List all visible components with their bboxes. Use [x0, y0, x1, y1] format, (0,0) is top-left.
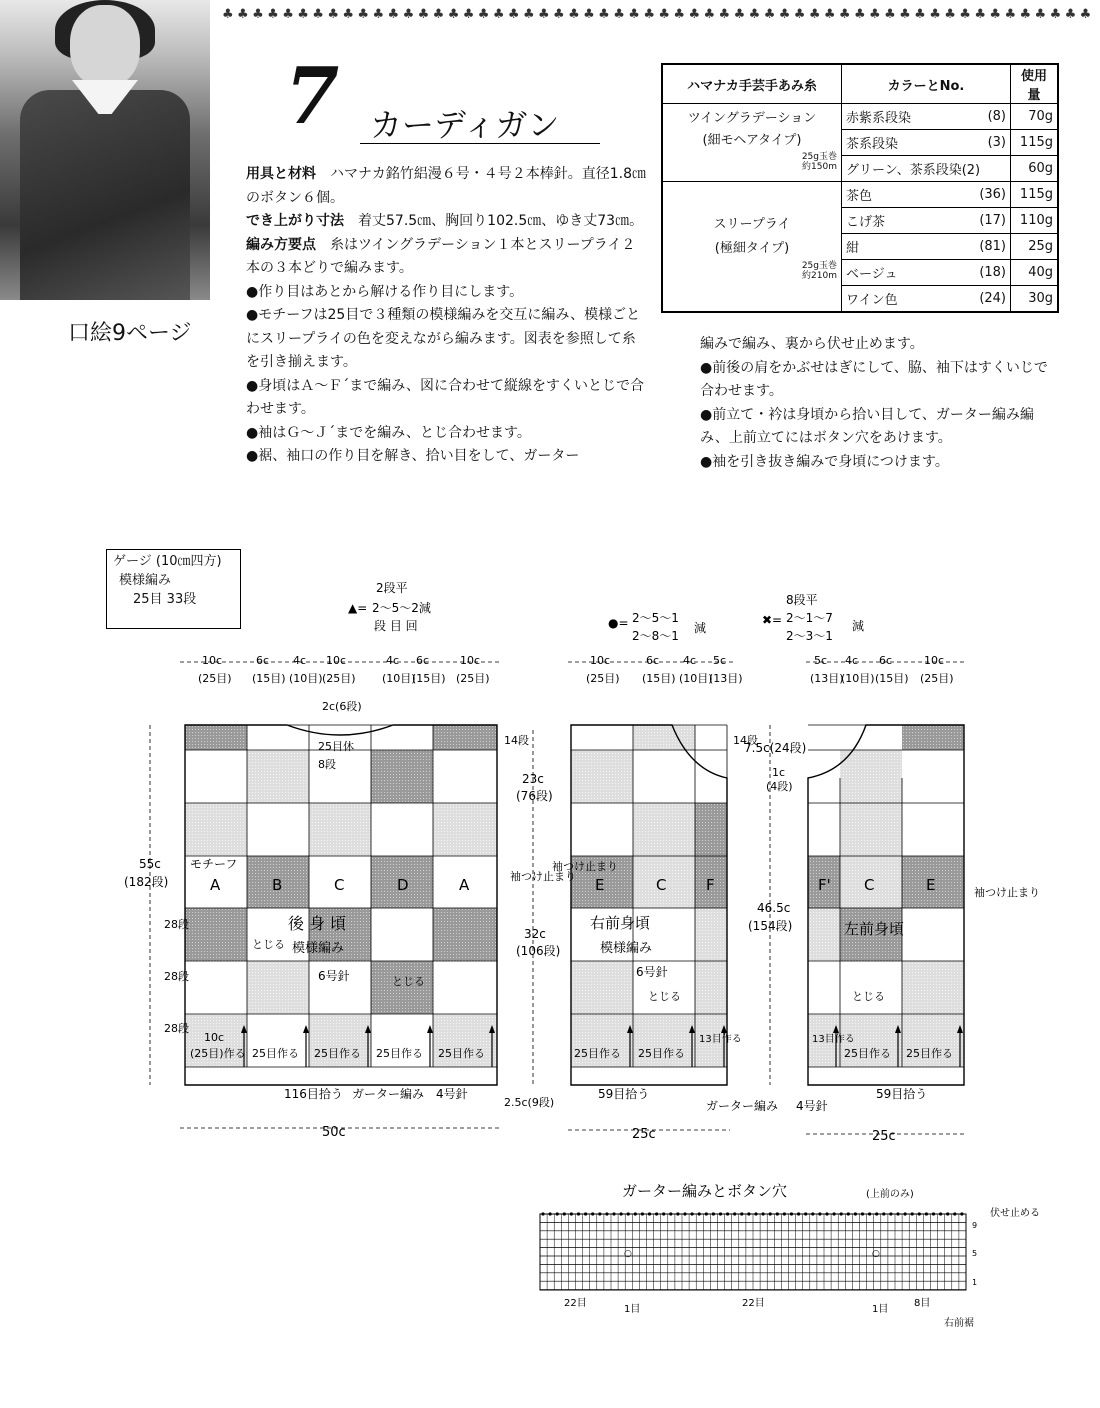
motif-label: モチーフ: [190, 857, 238, 871]
instr-para: 用具と材料 ハマナカ銘竹絽漫６号・４号２本棒針。直径1.8㎝のボタン６個。: [246, 166, 646, 206]
motif-letter: F: [706, 876, 715, 894]
row-9: 9: [972, 1221, 978, 1230]
armhole-back-rows: (76段): [516, 789, 553, 803]
back-tojiru-2: とじる: [252, 938, 285, 951]
clover-icon: ♣: [598, 7, 610, 22]
instr-para: ●袖を引き抜き編みで身頃につけます。: [700, 453, 949, 470]
back-name: 後 身 頃: [288, 914, 347, 933]
first-motif-2: (25目)作る: [190, 1047, 246, 1060]
motif-letter: C: [656, 876, 667, 894]
motif-letter: D: [397, 876, 409, 894]
lfront-stitches: (15目): [875, 672, 909, 685]
clover-icon: ♣: [432, 7, 445, 22]
clover-icon: ♣: [884, 7, 896, 22]
yarn-group: ツイングラデーション (細モヘアタイプ) 25g玉巻 約150m: [662, 104, 842, 182]
clover-icon: ♣: [733, 7, 746, 22]
clover-icon: ♣: [718, 7, 731, 22]
clover-icon: ♣: [1079, 7, 1092, 22]
first-motif: 10c: [204, 1031, 225, 1044]
svg-text:○: ○: [872, 1249, 880, 1259]
back-pattern: 模様編み: [292, 941, 345, 956]
back-stitches: (15目): [252, 672, 286, 685]
clover-icon: ♣: [688, 7, 701, 22]
width-lfront: 25c: [872, 1129, 896, 1144]
front-dec2-mark: ✖=: [762, 613, 783, 627]
back-width: 10c: [202, 654, 223, 667]
body-lower: 32c: [524, 927, 546, 941]
instr-para: 編みで編み、裏から伏せ止めます。: [700, 336, 924, 352]
make25: 25目作る: [438, 1047, 485, 1060]
back-stitches: (10目): [289, 672, 323, 685]
bh-count: 22目: [564, 1298, 587, 1309]
lfront-width: 5c: [814, 654, 828, 667]
clover-icon: ♣: [522, 7, 535, 22]
back-pickup: 116目拾う: [284, 1087, 343, 1101]
clover-icon: ♣: [327, 7, 339, 22]
neck-front: 7.5c(24段): [744, 741, 807, 755]
instr-para: ●裾、袖口の作り目を解き、拾い目をして、ガーター: [246, 448, 580, 464]
rows-28: 28段: [164, 1022, 189, 1035]
bh-count: 8目: [914, 1298, 931, 1309]
front-dec-1: 2～5～1: [632, 611, 679, 625]
instr-para: ●袖はＧ～Ｊ´までを編み、とじ合わせます。: [246, 424, 531, 441]
clover-icon: ♣: [237, 7, 249, 22]
back-sode-label: 袖つけ止まり: [510, 870, 576, 883]
clover-icon: ♣: [417, 7, 430, 22]
bh-count: 1目: [872, 1304, 889, 1315]
motif-letter: A: [459, 876, 470, 894]
clover-icon: ♣: [568, 7, 580, 22]
back-dec-mark: ▲=: [348, 601, 368, 615]
instr-para: でき上がり寸法 着丈57.5㎝、胸回り102.5㎝、ゆき丈73㎝。: [246, 213, 644, 229]
clover-icon: ♣: [312, 7, 324, 22]
motif-letter: B: [272, 876, 283, 894]
rfront-width: 6c: [646, 654, 660, 667]
front-1c: 1c: [772, 766, 786, 779]
eight-rows: 8段: [318, 758, 336, 771]
yarn-group: スリープライ (極細タイプ) 25g玉巻 約210m: [662, 182, 842, 313]
lfront-stitches: (13目): [810, 672, 844, 685]
rfront-name: 右前身頃: [590, 914, 651, 932]
yarn-table: ハマナカ手芸手あみ糸 カラーとNo. 使用量 ツイングラデーション (細モヘアタイプ) 25g玉巻 約150m 赤紫系段染 (8) 70g 茶系段染 (3) 115g グリーン、茶系段染(2) 60g スリープライ (極細タイプ) 25g玉巻 約210m 茶色 (36) 115g こげ茶 (17) 110g 紺 (81) 25g ベージュ (18) 40g ワイン色 (24) 30g: [661, 63, 1059, 313]
clover-icon: ♣: [793, 7, 806, 22]
rfront-make25: 25目作る: [574, 1047, 621, 1060]
rfront-needle: 6号針: [636, 965, 668, 979]
instr-para: ●前立て・衿は身頃から拾い目して、ガーター編み編み、上前立てにはボタン穴をあけます。: [700, 406, 1034, 446]
gauge-box: ゲージ (10㎝四方) 模様編み 25目 33段: [106, 549, 241, 629]
rfront-garter: ガーター編み: [706, 1099, 779, 1113]
lfront-pickup: 59目拾う: [876, 1087, 928, 1101]
clover-icon: ♣: [748, 7, 761, 22]
lfront-stitches: (10目): [841, 672, 875, 685]
clover-icon: ♣: [613, 7, 625, 22]
clover-icon: ♣: [763, 7, 776, 22]
clover-icon: ♣: [643, 7, 655, 22]
amount-col-header: 使用量: [1011, 64, 1059, 104]
clover-icon: ♣: [447, 7, 460, 22]
lfront-width: 10c: [924, 654, 945, 667]
back-stitches: (15目): [412, 672, 446, 685]
front-dec2-3: 2～3～1: [786, 629, 833, 643]
motif-letter: E: [926, 876, 936, 894]
buttonhole-title: ガーター編みとボタン穴: [622, 1182, 788, 1200]
clover-icon: ♣: [989, 7, 1002, 22]
rfront-width: 5c: [713, 654, 727, 667]
rfront-tojiru: とじる: [648, 990, 681, 1003]
clover-icon: ♣: [462, 7, 475, 22]
back-width: 10c: [326, 654, 347, 667]
front-dec-3: 減: [694, 621, 707, 635]
rfront-make13: 13目作る: [699, 1034, 742, 1045]
back-needle: 6号針: [318, 969, 350, 983]
rfront-stitches: (10目): [679, 672, 713, 685]
clover-icon: ♣: [628, 7, 640, 22]
body-lower-rows: (106段): [516, 944, 561, 958]
instr-para: 編み方要点 糸はツイングラデーション１本とスリープライ２本の３本どりで編みます。: [246, 236, 636, 276]
lfront-needle4: 4号針: [796, 1099, 828, 1113]
clover-icon: ♣: [222, 7, 234, 22]
lfront-sode-label: 袖つけ止まり: [974, 886, 1040, 899]
lfront-name: 左前身頃: [844, 920, 905, 938]
bind-off-label: 伏せ止める: [990, 1208, 1040, 1219]
make25: 25目作る: [252, 1047, 299, 1060]
clover-icon: ♣: [537, 7, 550, 22]
rows-28: 28段: [164, 918, 189, 931]
width-back: 50c: [322, 1125, 346, 1140]
clover-icon: ♣: [252, 7, 264, 22]
clover-icon: ♣: [1019, 7, 1032, 22]
bh-count: 1目: [624, 1304, 641, 1315]
neck-detail: 25目休: [318, 740, 354, 753]
clover-icon: ♣: [974, 7, 986, 22]
clover-icon: ♣: [929, 7, 941, 22]
clover-icon: ♣: [507, 7, 520, 22]
front-dec2-4: 減: [852, 619, 865, 633]
rfront-stitches: (25目): [586, 672, 620, 685]
clover-icon: ♣: [282, 7, 294, 22]
hem-label: 2.5c(9段): [504, 1096, 555, 1109]
armhole-back: 23c: [522, 772, 544, 786]
back-width: 6c: [416, 654, 430, 667]
lfront-width: 6c: [879, 654, 893, 667]
front-1c-rows: (4段): [766, 780, 793, 793]
back-width: 6c: [256, 654, 270, 667]
dimension-texts: [198, 654, 954, 685]
back-garter: ガーター編み: [352, 1087, 425, 1101]
instr-para: ●身頃はＡ～Ｆ´まで編み、図に合わせて縦線をすくいとじで合わせます。: [246, 377, 645, 417]
bh-edge: 右前裾: [944, 1318, 974, 1329]
clover-icon: ♣: [959, 7, 971, 22]
instr-para: ●作り目はあとから解ける作り目にします。: [246, 283, 524, 300]
yarn-col-header: ハマナカ手芸手あみ糸: [662, 64, 842, 104]
page-title: カーディガン: [370, 106, 560, 144]
rfront-pickup: 59目拾う: [598, 1087, 650, 1101]
clover-icon: ♣: [357, 7, 370, 22]
buttonhole-grid: [540, 1212, 966, 1290]
back-stitches: (25目): [198, 672, 232, 685]
rfront-width: 10c: [590, 654, 611, 667]
back-width: 4c: [386, 654, 400, 667]
motif-letter: F': [818, 876, 831, 894]
clover-icon: ♣: [402, 7, 415, 22]
front-height: 46.5c: [757, 901, 791, 915]
back-14rows: 14段: [504, 734, 529, 747]
width-rfront: 25c: [632, 1127, 656, 1142]
motif-letter: E: [595, 876, 605, 894]
clover-icon: ♣: [342, 7, 355, 22]
back-stitches: (10目): [382, 672, 416, 685]
clover-icon: ♣: [778, 7, 791, 22]
back-dec-3: 段 目 回: [374, 619, 418, 633]
clover-icon: ♣: [1064, 7, 1077, 22]
clover-icon: ♣: [853, 7, 866, 22]
back-dec-1: 2段平: [376, 581, 408, 595]
diagram-shapes: [150, 662, 965, 1134]
clover-icon: ♣: [372, 7, 385, 22]
instr-para: ●前後の肩をかぶせはぎにして、脇、袖下はすくいじで合わせます。: [700, 359, 1048, 399]
lfront-stitches: (25目): [920, 672, 954, 685]
lfront-tojiru: とじる: [852, 990, 885, 1003]
motif-letter: C: [334, 876, 345, 894]
make25: 25目作る: [314, 1047, 361, 1060]
bh-count: 22目: [742, 1298, 765, 1309]
lfront-make13: 13目作る: [812, 1034, 855, 1045]
clover-icon: ♣: [387, 7, 400, 22]
clover-icon: ♣: [899, 7, 911, 22]
clover-icon: ♣: [583, 7, 595, 22]
clover-icon: ♣: [658, 7, 671, 22]
neck-label: 2c(6段): [322, 700, 362, 713]
clover-icon: ♣: [869, 7, 881, 22]
clover-icon: ♣: [1049, 7, 1062, 22]
back-width: 4c: [293, 654, 307, 667]
rfront-14rows: 14段: [733, 734, 758, 747]
back-stitches: (25目): [322, 672, 356, 685]
svg-text:○: ○: [624, 1249, 632, 1259]
motif-letter: A: [210, 876, 221, 894]
back-width: 10c: [460, 654, 481, 667]
back-dec-2: 2～5～2減: [372, 601, 431, 615]
rows-28: 28段: [164, 970, 189, 983]
lfront-width: 4c: [845, 654, 859, 667]
front-dec-mark: ●=: [608, 616, 629, 630]
make25: 25目作る: [376, 1047, 423, 1060]
clover-icon: ♣: [823, 7, 836, 22]
clover-icon: ♣: [838, 7, 851, 22]
clover-icon: ♣: [703, 7, 716, 22]
back-needle4: 4号針: [436, 1087, 468, 1101]
front-dec2-2: 2～1～7: [786, 611, 833, 625]
lfront-make25: 25目作る: [906, 1047, 953, 1060]
clover-icon: ♣: [553, 7, 565, 22]
buttonhole-subtitle: (上前のみ): [866, 1189, 914, 1200]
clover-icon: ♣: [673, 7, 686, 22]
clover-icon: ♣: [914, 7, 926, 22]
clover-icon: ♣: [808, 7, 821, 22]
front-height-rows: (154段): [748, 919, 793, 933]
front-dec2-1: 8段平: [786, 593, 818, 607]
rfront-pattern: 模様編み: [600, 941, 653, 956]
clover-icon: ♣: [1034, 7, 1047, 22]
back-tojiru: とじる: [392, 975, 425, 988]
clover-icon: ♣: [1004, 7, 1017, 22]
clover-icon: ♣: [297, 7, 309, 22]
clover-icon: ♣: [477, 7, 490, 22]
motif-letter: C: [864, 876, 875, 894]
row-5: 5: [972, 1249, 978, 1258]
color-col-header: カラーとNo.: [842, 64, 1011, 104]
rfront-stitches: (15目): [642, 672, 676, 685]
lfront-make25: 25目作る: [844, 1047, 891, 1060]
body-height: 55c: [139, 857, 161, 871]
body-height-rows: (182段): [124, 875, 169, 889]
front-dec-2: 2～8～1: [632, 629, 679, 643]
frontispiece-caption: 口絵9ページ: [68, 321, 192, 346]
row-1: 1: [972, 1278, 978, 1287]
instr-para: ●モチーフは25目で３種類の模様編みを交互に編み、模様ごとにスリープライの色を変えながら編みます。図表を参照して糸を引き揃えます。: [246, 307, 641, 370]
rfront-sode-label: 袖つけ止まり: [552, 860, 618, 873]
rfront-stitches: (13目): [709, 672, 743, 685]
rfront-width: 4c: [683, 654, 697, 667]
clover-icon: ♣: [267, 7, 279, 22]
back-stitches: (25目): [456, 672, 490, 685]
rfront-make25: 25目作る: [638, 1047, 685, 1060]
clover-icon: ♣: [492, 7, 505, 22]
clover-icon: ♣: [944, 7, 956, 22]
pattern-number: 7: [285, 51, 340, 142]
